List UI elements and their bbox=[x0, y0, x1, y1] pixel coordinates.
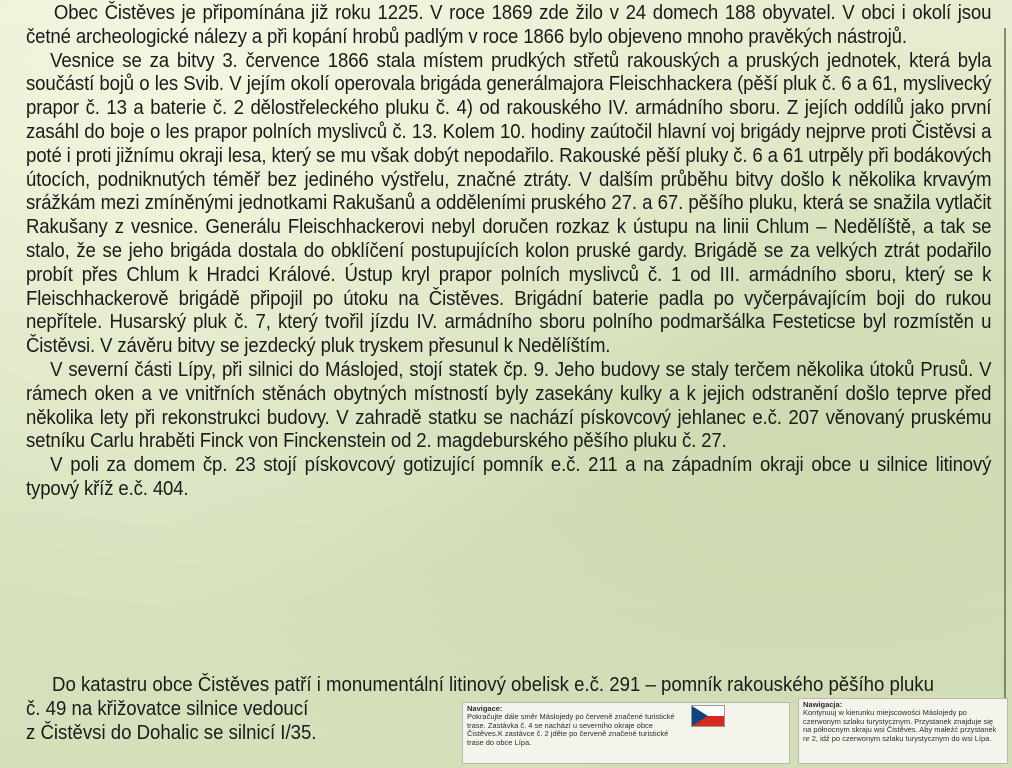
paragraph-history: Obec Čistěves je připomínána již roku 1225. V roce 1869 zde žilo v 24 domech 188 obyvatel. V obci i okolí jsou četné archeologické nálezy a při kopání hrobů padlým v roce 1866 bylo objeveno mnoho pravěkých nástrojů. bbox=[26, 2, 992, 48]
navigation-box-polish bbox=[798, 698, 1008, 764]
paragraph-monuments: V poli za domem čp. 23 stojí pískovcový gotizující pomník e.č. 211 a na západním okraji obce u silnice litinový typový kříž e.č. 404. bbox=[26, 454, 992, 500]
board-edge bbox=[1004, 28, 1006, 748]
paragraph-obelisk-line2: č. 49 na křižovatce silnice vedoucí bbox=[26, 698, 309, 720]
paragraph-battle: Vesnice se za bitvy 3. července 1866 stala místem prudkých střetů rakouských a pruských jednotek, která byla součástí bojů o les Svib. V jejím okolí operovala brigáda generálmajora Fleischhackera (pěší pluk č. 6 a 61, myslivecký prapor č. 13 a baterie č. 2 dělostřeleckého pluku č. 4) od rakouského IV. armádního sboru. Z jejích oddílů jako první zasáhl do boje o les prapor polních myslivců č. 13. Kolem 10. hodiny zaútočil hlavní voj brigády nejprve proti Čistěvsi a poté i proti jižnímu okraji lesa, který se mu však dobýt nepodařilo. Rakouské pěší pluky č. 6 a 61 utrpěly při bodákových útocích, podniknutých téměř bez jediného výstřelu, značné ztráty. V dalším průběhu bitvy došlo k několika krvavým srážkám mezi zmíněnými jednotkami Rakušanů a odděleními pruského 27. a 67. pěšího pluku, která se snažila vytlačit Rakušany z vesnice. Generálu Fleischhackerovi nebyl doručen rozkaz k ústupu na linii Chlum – Nedělíště, a tak se stalo, že se jeho brigáda dostala do obklíčení postupujících kolon pruské gardy. Brigádě se za velkých ztrát podařilo probít přes Chlum k Hradci Králové. Ústup kryl prapor polních myslivců č. 1 od III. armádního sboru, který se k Fleischhackerově brigádě připojil po útoku na Čistěves. Brigádní baterie padla po vyčerpávajícím boji do rukou nepřítele. Husarský pluk č. 7, který tvořil jízdu IV. armádního sboru polního podmaršálka Festeticse byl rozmístěn u Čistěvsi. V závěru bitvy se jezdecký pluk tryskem přesunul k Nedělíštím. bbox=[26, 49, 992, 358]
paragraph-obelisk-line1: Do katastru obce Čistěves patří i monumentální litinový obelisk e.č. 291 – pomník rakouského pěšího pluku bbox=[52, 674, 934, 696]
paragraph-obelisk-line3: z Čistěvsi do Dohalic se silnicí I/35. bbox=[26, 722, 317, 744]
navigation-box-czech bbox=[462, 702, 790, 764]
navigation-title-polish: Nawigacja: bbox=[803, 700, 843, 709]
paragraph-farmstead: V severní části Lípy, při silnici do Máslojed, stojí statek čp. 9. Jeho budovy se staly terčem několika útoků Prusů. V rámech oken a ve vnitřních stěnách obytných místností byly zasekány kulky a k jejich odstranění došlo teprve před několika lety při rekonstrukci budovy. V zahradě statku se nachází pískovcový jehlanec e.č. 207 věnovaný pruskému setníku Carlu hraběti Finck von Finckenstein od 2. magdeburského pěšího pluku č. 27. bbox=[26, 358, 992, 453]
navigation-title-czech: Navigace: bbox=[467, 704, 503, 713]
navigation-text-polish: Kontynuuj w kierunku miejscowości Máslojedy po czerwonym szlaku turystycznym. Przystanek znajduje się na północnym skraju wsi Čistěves. Aby małeźć przystanek nr 2, idź po czerwonym szlaku turystycznym do wsi Lípa. bbox=[803, 708, 997, 743]
history-text bbox=[26, 2, 991, 502]
czech-flag-icon bbox=[691, 705, 725, 727]
navigation-text-czech: Pokračujte dále směr Máslojedy po červeně značené turistické trase. Zastávka č. 4 se nachází u severního okraje obce Čistěves.K zastávce č. 2 jděte po červeně značené turistické trase do obce Lípa. bbox=[467, 712, 675, 747]
